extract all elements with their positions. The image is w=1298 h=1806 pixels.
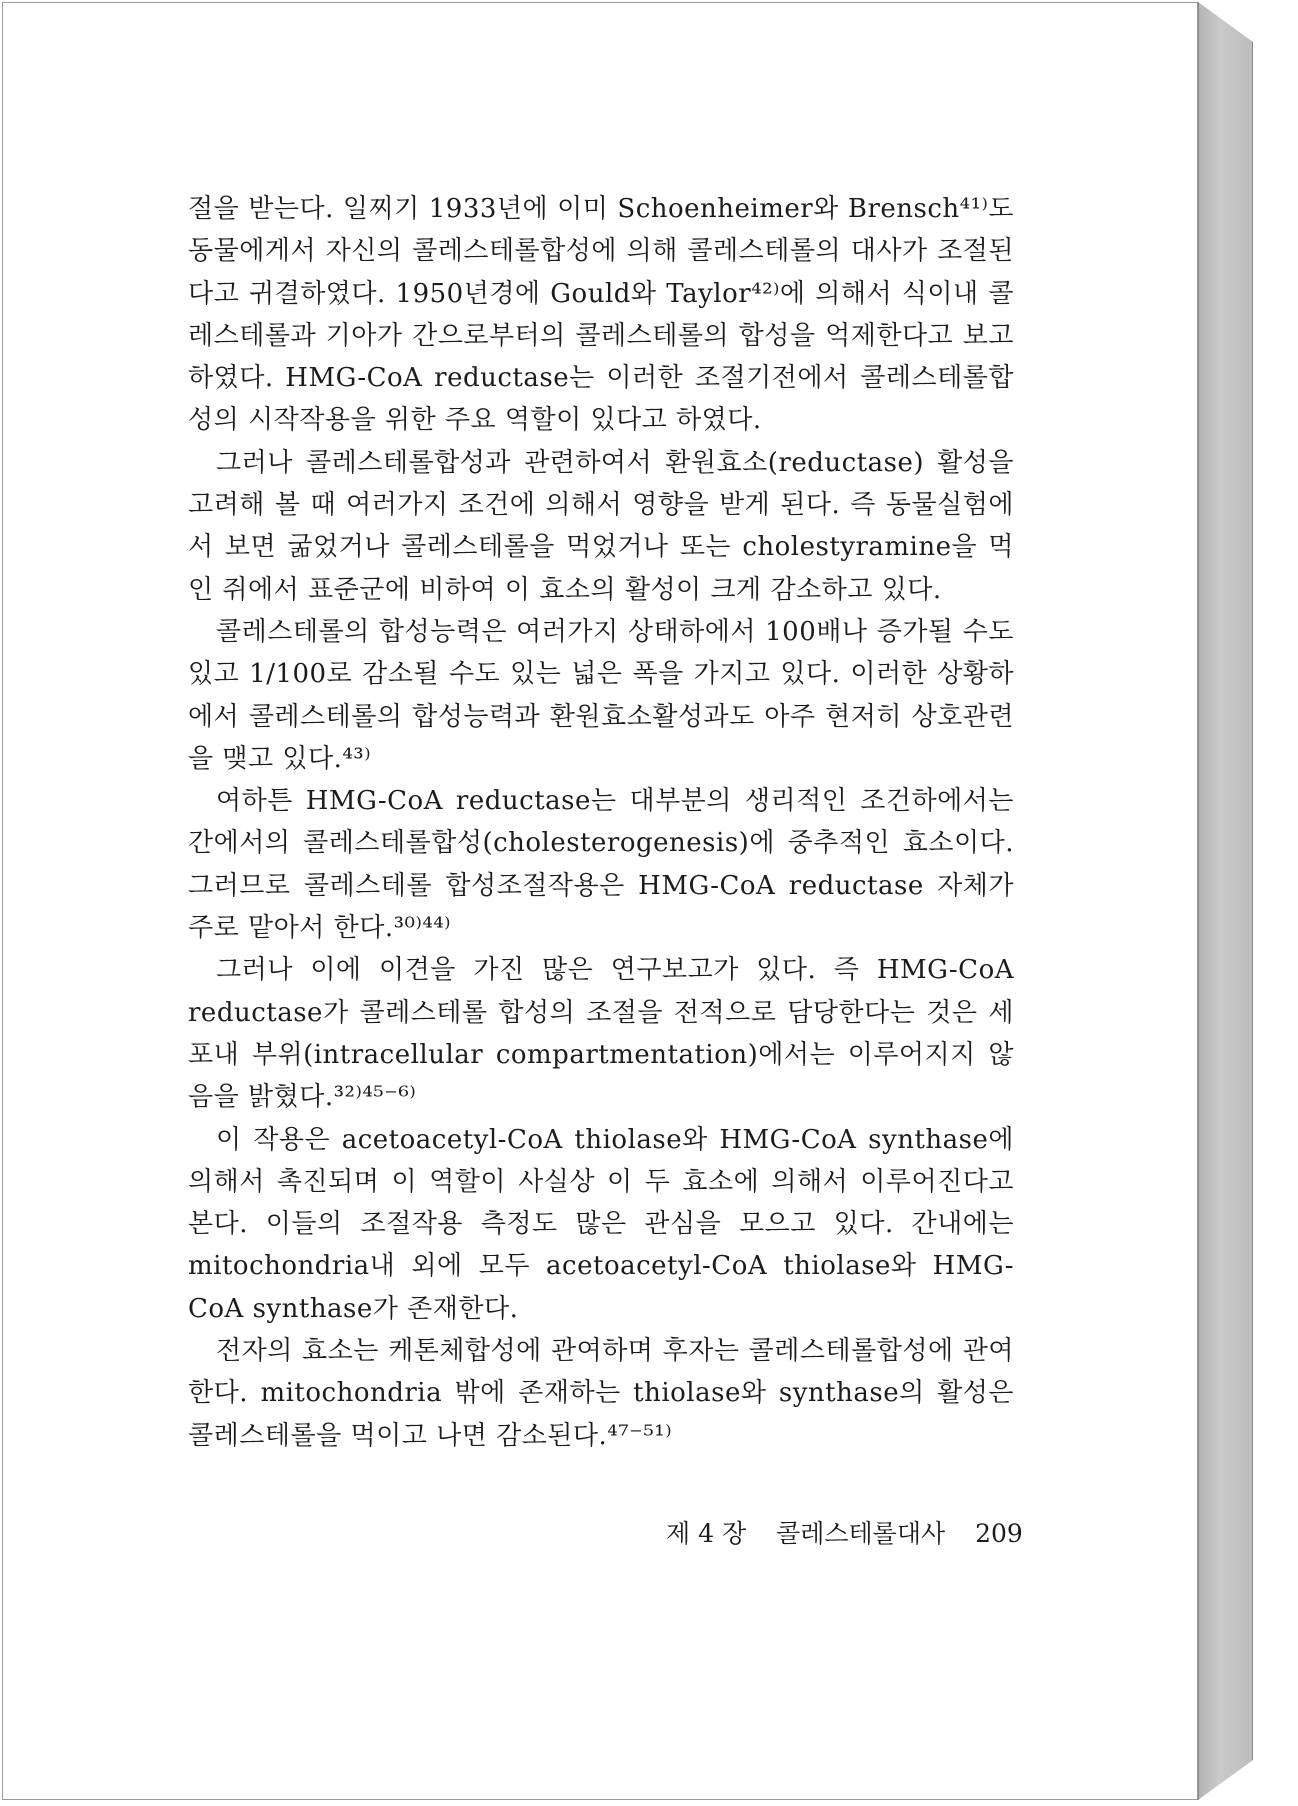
paragraph: 절을 받는다. 일찌기 1933년에 이미 Schoenheimer와 Brensch⁴¹⁾도 동물에게서 자신의 콜레스테롤합성에 의해 콜레스테롤의 대사가 조절된다고 귀결하였다. 1950년경에 Gould와 Taylor⁴²⁾에 의해서 식이내 콜레스테롤과 기아가 간으로부터의 콜레스테롤의 합성을 억제한다고 보고하였다. HMG-CoA reductase는 이러한 조절기전에서 콜레스테롤합성의 시작작용을 위한 주요 역할이 있다고 하였다. — [188, 194, 1014, 436]
paragraph: 전자의 효소는 케톤체합성에 관여하며 후자는 콜레스테롤합성에 관여한다. mitochondria 밖에 존재하는 thiolase와 synthase의 활성은 콜레스테롤을 먹이고 나면 감소된다.⁴⁷⁻⁵¹⁾ — [188, 1336, 1014, 1451]
book-spine-edge — [1198, 2, 1199, 1800]
body-text — [188, 188, 1014, 1457]
paragraph: 그러나 이에 이견을 가진 많은 연구보고가 있다. 즉 HMG-CoA reductase가 콜레스테롤 합성의 조절을 전적으로 담당한다는 것은 세포내 부위(intracellular compartmentation)에서는 이루어지지 않음을 밝혔다.³²⁾⁴⁵⁻⁶⁾ — [188, 955, 1014, 1113]
page-number: 209 — [975, 1519, 1023, 1548]
page-footer — [666, 1514, 1026, 1550]
paragraph: 콜레스테롤의 합성능력은 여러가지 상태하에서 100배나 증가될 수도 있고 1/100로 감소될 수도 있는 넓은 폭을 가지고 있다. 이러한 상황하에서 콜레스테롤의 합성능력과 환원효소활성과도 아주 현저히 상호관련을 맺고 있다.⁴³⁾ — [188, 616, 1014, 774]
book-spine — [1198, 2, 1253, 1800]
paragraph: 그러나 콜레스테롤합성과 관련하여서 환원효소(reductase) 활성을 고려해 볼 때 여러가지 조건에 의해서 영향을 받게 된다. 즉 동물실험에서 보면 굶었거나 콜레스테롤을 먹었거나 또는 cholestyramine을 먹인 쥐에서 표준군에 비하여 이 효소의 활성이 크게 감소하고 있다. — [188, 447, 1014, 605]
footer-chapter-title: 콜레스테롤대사 — [776, 1519, 946, 1548]
paragraph: 여하튼 HMG-CoA reductase는 대부분의 생리적인 조건하에서는 간에서의 콜레스테롤합성(cholesterogenesis)에 중추적인 효소이다. 그러므로 콜레스테롤 합성조절작용은 HMG-CoA reductase 자체가 주로 맡아서 한다.³⁰⁾⁴⁴⁾ — [188, 786, 1014, 944]
footer-chapter: 제 4 장 — [666, 1519, 747, 1548]
paragraph: 이 작용은 acetoacetyl-CoA thiolase와 HMG-CoA synthase에 의해서 촉진되며 이 역할이 사실상 이 두 효소에 의해서 이루어진다고 본다. 이들의 조절작용 측정도 많은 관심을 모으고 있다. 간내에는 mitochondria내 외에 모두 acetoacetyl-CoA thiolase와 HMG-CoA synthase가 존재한다. — [188, 1124, 1014, 1324]
